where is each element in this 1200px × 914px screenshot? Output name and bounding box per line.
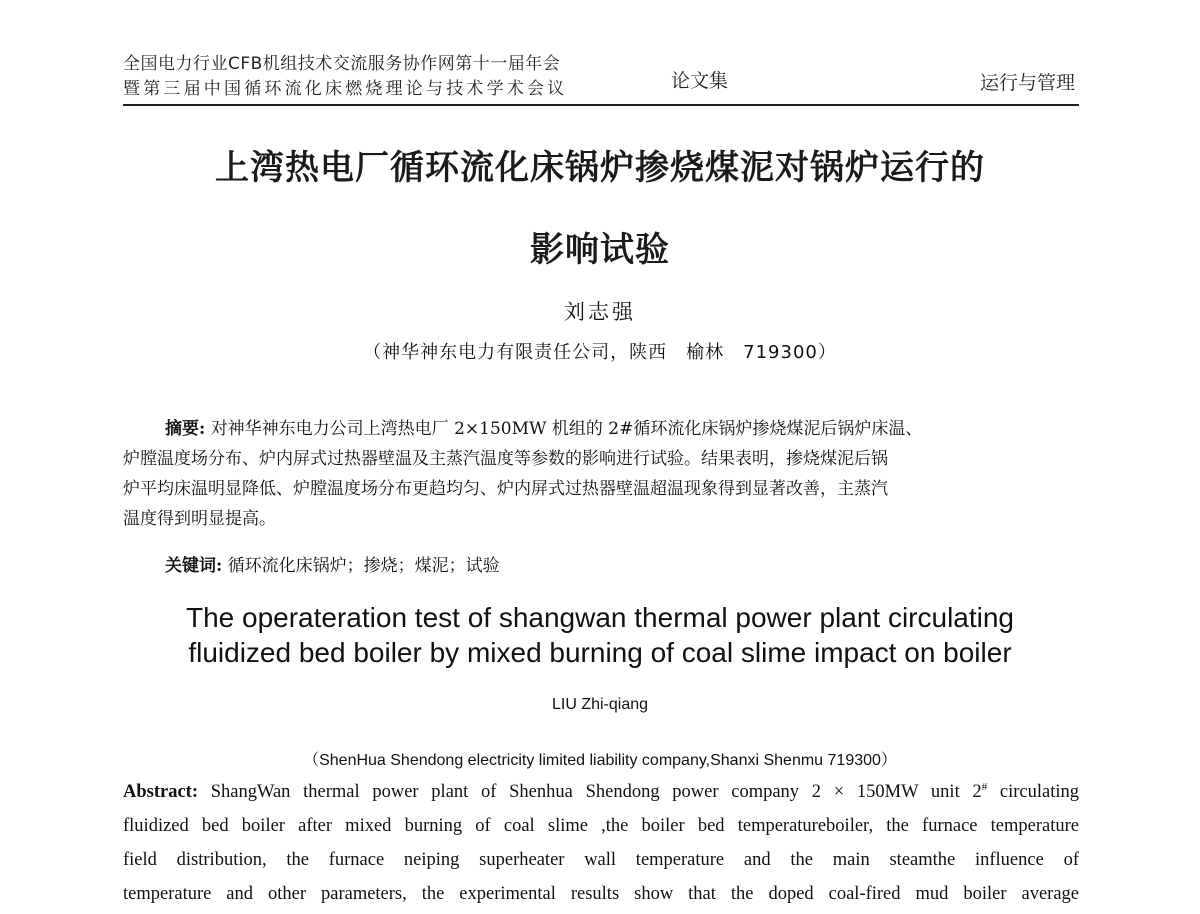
abstract-cn-line-3: 炉平均床温明显降低、炉膛温度场分布更趋均匀、炉内屏式过热器壁温超温现象得到显著改善，主蒸汽 — [123, 479, 888, 499]
abstract-cn-line-1 — [123, 414, 1081, 444]
unit-number-superscript: # — [981, 780, 988, 793]
title-en-line-1: The operateration test of shangwan thermal power plant circulating — [185, 602, 1015, 633]
title-cn-line-2: 影响试验 — [530, 230, 670, 270]
author-cn: 刘志强 — [564, 300, 636, 324]
abstract-en-text-1b: circulating — [987, 782, 1080, 802]
abstract-en — [123, 775, 1079, 911]
abstract-cn-line-2: 炉膛温度场分布、炉内屏式过热器壁温及主蒸汽温度等参数的影响进行试验。结果表明，掺烧煤泥后锅 — [123, 449, 888, 469]
abstract-cn — [123, 414, 1081, 534]
conference-line-1: 全国电力行业CFB机组技术交流服务协作网第十一届年会 — [123, 54, 561, 74]
conference-name — [123, 52, 567, 102]
abstract-en-line-3: field distribution, the furnace neiping superheater wall temperature and the main steamthe influence of — [123, 850, 1079, 870]
page-header — [123, 48, 1079, 106]
keywords-cn — [165, 551, 500, 576]
author-en: LIU Zhi-qiang — [551, 696, 649, 713]
abstract-cn-text-1: 对神华神东电力公司上湾热电厂 2×150MW 机组的 2#循环流化床锅炉掺烧煤泥后锅炉床温、 — [210, 419, 923, 439]
abstract-cn-label: 摘要: — [165, 419, 206, 439]
abstract-en-text-1a: ShangWan thermal power plant of Shenhua Shendong power company 2 × 150MW unit 2 — [210, 782, 982, 802]
keywords-cn-text: 循环流化床锅炉；掺烧；煤泥；试验 — [227, 556, 500, 576]
abstract-en-line-4: temperature and other parameters, the experimental results show that the doped coal-fired mud boiler average — [123, 884, 1079, 904]
keywords-cn-label: 关键词: — [165, 556, 223, 576]
abstract-en-label: Abstract: — [123, 782, 199, 802]
affiliation-cn: （神华神东电力有限责任公司，陕西 榆林 719300） — [363, 342, 837, 363]
affiliation-en: （ShenHua Shendong electricity limited liability company,Shanxi Shenmu 719300） — [303, 752, 897, 769]
conference-line-2: 暨第三届中国循环流化床燃烧理论与技术学术会议 — [123, 79, 568, 99]
abstract-cn-line-4: 温度得到明显提高。 — [123, 509, 276, 529]
title-en — [0, 600, 1200, 670]
proceedings-label: 论文集 — [671, 70, 729, 92]
title-en-line-2: fluidized bed boiler by mixed burning of coal slime impact on boiler — [188, 637, 1012, 668]
abstract-en-line-2: fluidized bed boiler after mixed burning of coal slime ,the boiler bed temperatureboiler, the furnace temperature — [123, 816, 1079, 836]
title-cn-line-1: 上湾热电厂循环流化床锅炉掺烧煤泥对锅炉运行的 — [215, 148, 985, 188]
section-label: 运行与管理 — [979, 72, 1075, 94]
abstract-en-line-1 — [123, 775, 1079, 809]
